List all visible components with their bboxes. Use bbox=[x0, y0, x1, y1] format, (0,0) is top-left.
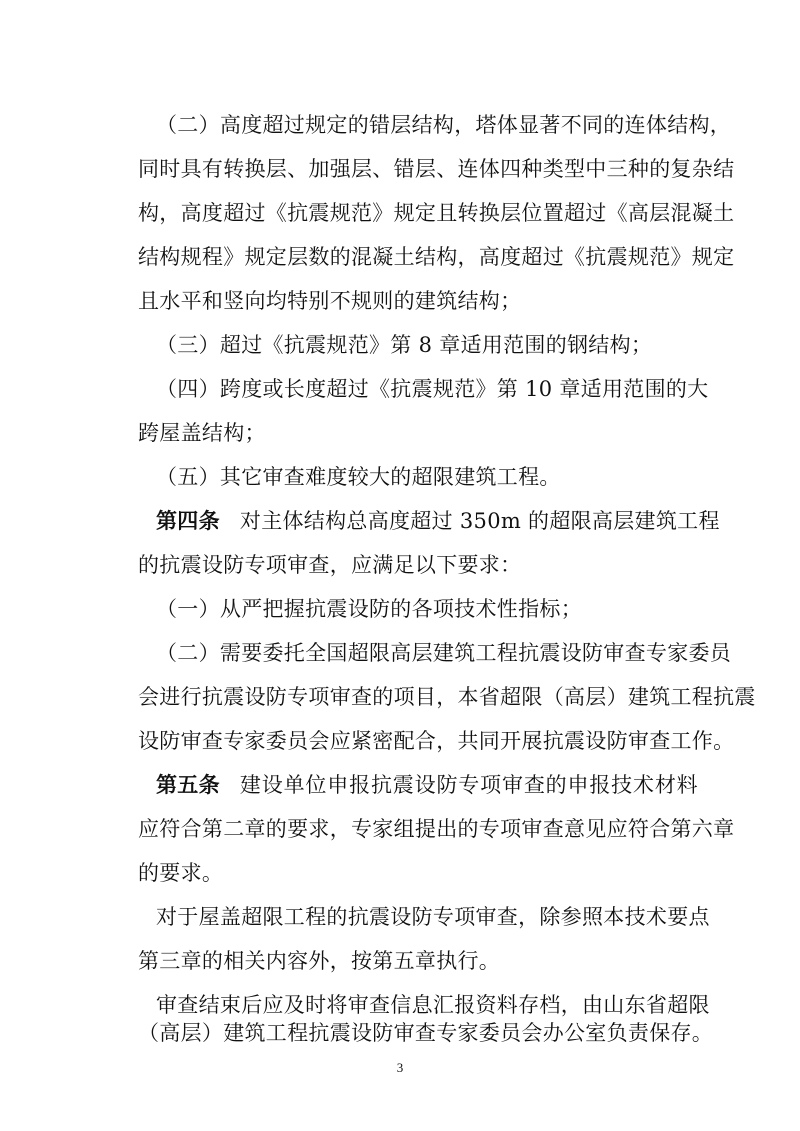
paragraph-line: （高层）建筑工程抗震设防审查专家委员会办公室负责保存。 bbox=[138, 1021, 714, 1045]
paragraph-line: 第三章的相关内容外，按第五章执行。 bbox=[138, 949, 501, 973]
paragraph-line: （二）高度超过规定的错层结构，塔体显著不同的连体结构， bbox=[156, 113, 732, 137]
paragraph-line: 的要求。 bbox=[138, 861, 224, 885]
paragraph-line: （五）其它审查难度较大的超限建筑工程。 bbox=[156, 465, 561, 489]
paragraph-line: 对于屋盖超限工程的抗震设防专项审查，除参照本技术要点 bbox=[156, 905, 710, 929]
paragraph-line: 且水平和竖向均特别不规则的建筑结构； bbox=[138, 289, 522, 313]
paragraph-line: 同时具有转换层、加强层、错层、连体四种类型中三种的复杂结 bbox=[138, 157, 735, 181]
paragraph-line: （二）需要委托全国超限高层建筑工程抗震设防审查专家委员 bbox=[156, 641, 732, 665]
paragraph-line: 应符合第二章的要求，专家组提出的专项审查意见应符合第六章 bbox=[138, 817, 735, 841]
article-heading: 第四条 bbox=[156, 509, 220, 533]
paragraph-line: （四）跨度或长度超过《抗震规范》第 10 章适用范围的大 bbox=[156, 377, 709, 401]
paragraph-line: （三）超过《抗震规范》第 8 章适用范围的钢结构； bbox=[156, 333, 653, 357]
page-number: 3 bbox=[396, 1060, 404, 1075]
paragraph-line: 构，高度超过《抗震规范》规定且转换层位置超过《高层混凝土 bbox=[138, 201, 735, 225]
paragraph-line: 结构规程》规定层数的混凝土结构，高度超过《抗震规范》规定 bbox=[138, 245, 735, 269]
paragraph-line: 的抗震设防专项审查，应满足以下要求： bbox=[138, 553, 522, 577]
article-first-line bbox=[156, 772, 698, 798]
paragraph-line: 跨屋盖结构； bbox=[138, 421, 266, 445]
article-heading: 第五条 bbox=[156, 773, 220, 797]
paragraph-line: （一）从严把握抗震设防的各项技术性指标； bbox=[156, 597, 582, 621]
article-first-line bbox=[156, 508, 720, 534]
paragraph-line: 审查结束后应及时将审查信息汇报资料存档，由山东省超限 bbox=[156, 993, 710, 1017]
paragraph-line: 对主体结构总高度超过 350m 的超限高层建筑工程 bbox=[239, 509, 720, 533]
paragraph-line: 建设单位申报抗震设防专项审查的申报技术材料 bbox=[239, 773, 698, 797]
paragraph-line: 设防审查专家委员会应紧密配合，共同开展抗震设防审查工作。 bbox=[138, 729, 735, 753]
paragraph-line: 会进行抗震设防专项审查的项目，本省超限（高层）建筑工程抗震 bbox=[138, 685, 756, 709]
